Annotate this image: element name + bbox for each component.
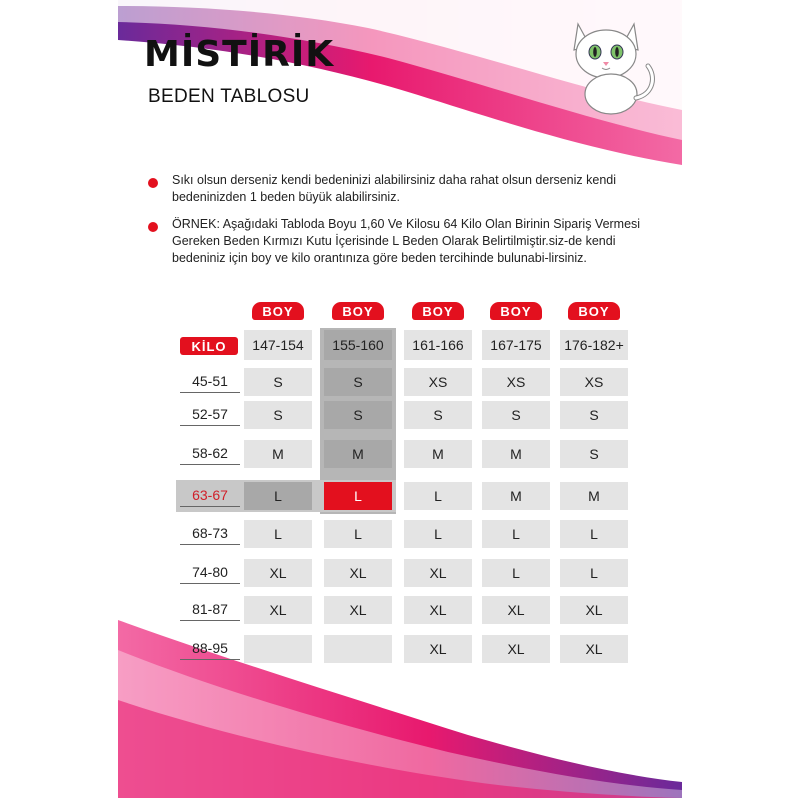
size-cell: XL: [244, 596, 312, 624]
size-cell: XL: [560, 635, 628, 663]
size-cell: L: [560, 520, 628, 548]
kilo-header-tag: KİLO: [180, 337, 238, 355]
size-cell: M: [244, 440, 312, 468]
size-cell: S: [560, 401, 628, 429]
note-text-2: ÖRNEK: Aşağıdaki Tabloda Boyu 1,60 Ve Kilosu 64 Kilo Olan Birinin Sipariş Vermesi Gereken Beden Kırmızı Kutu İçerisinde L Beden Olarak Belirtilmiştir.siz-de kendi bedeniniz için boy ve kilo orantınıza göre beden tercihinde bulunabi-lirsiniz.: [172, 217, 641, 265]
size-cell: L: [244, 482, 312, 510]
size-cell: XL: [404, 596, 472, 624]
size-cell: S: [482, 401, 550, 429]
size-cell: L: [482, 520, 550, 548]
size-cell: [324, 635, 392, 663]
size-cell: XS: [560, 368, 628, 396]
size-chart-page: [118, 0, 682, 798]
size-cell: S: [244, 368, 312, 396]
weight-range-label: 52-57: [180, 403, 240, 426]
size-cell: M: [482, 440, 550, 468]
size-cell: L: [482, 559, 550, 587]
size-cell: XL: [244, 559, 312, 587]
size-cell: M: [482, 482, 550, 510]
weight-range-label: 74-80: [180, 561, 240, 584]
size-cell: S: [324, 401, 392, 429]
weight-range-label: 45-51: [180, 370, 240, 393]
size-cell: L: [560, 559, 628, 587]
size-cell: L: [404, 482, 472, 510]
size-cell: XL: [482, 635, 550, 663]
size-cell: S: [404, 401, 472, 429]
size-cell: XL: [482, 596, 550, 624]
size-cell: M: [324, 440, 392, 468]
height-range-cell: 155-160: [324, 330, 392, 360]
weight-range-label: 68-73: [180, 522, 240, 545]
height-range-cell: 167-175: [482, 330, 550, 360]
brand-title: MİSTİRİK: [144, 34, 335, 75]
size-cell: XL: [404, 559, 472, 587]
boy-header-tag: BOY: [252, 302, 304, 320]
boy-header-tag: BOY: [332, 302, 384, 320]
height-range-cell: 147-154: [244, 330, 312, 360]
size-cell: XL: [324, 559, 392, 587]
size-cell: L: [244, 520, 312, 548]
size-cell: XL: [404, 635, 472, 663]
size-cell: L: [404, 520, 472, 548]
size-cell: [244, 635, 312, 663]
page-subtitle: BEDEN TABLOSU: [148, 86, 310, 107]
height-range-cell: 161-166: [404, 330, 472, 360]
size-cell: XS: [404, 368, 472, 396]
note-bullet: [148, 222, 158, 232]
boy-header-tag: BOY: [568, 302, 620, 320]
cat-icon: [556, 6, 666, 116]
size-cell: S: [244, 401, 312, 429]
note-bullet: [148, 178, 158, 188]
size-cell: S: [324, 368, 392, 396]
weight-range-label: 63-67: [180, 484, 240, 507]
size-cell: S: [560, 440, 628, 468]
size-cell: XL: [324, 596, 392, 624]
size-cell: M: [560, 482, 628, 510]
height-range-cell: 176-182+: [560, 330, 628, 360]
weight-range-label: 88-95: [180, 637, 240, 660]
size-cell: L: [324, 520, 392, 548]
boy-header-tag: BOY: [412, 302, 464, 320]
decorative-swoosh-background: [118, 0, 682, 798]
weight-range-label: 58-62: [180, 442, 240, 465]
size-cell: M: [404, 440, 472, 468]
note-text-1: Sıkı olsun derseniz kendi bedeninizi alabilirsiniz daha rahat olsun derseniz kendi bedeninizden 1 beden büyük alabilirsiniz.: [172, 173, 617, 204]
size-cell: XS: [482, 368, 550, 396]
size-cell: XL: [560, 596, 628, 624]
weight-range-label: 81-87: [180, 598, 240, 621]
boy-header-tag: BOY: [490, 302, 542, 320]
highlighted-size-cell: L: [324, 482, 392, 510]
